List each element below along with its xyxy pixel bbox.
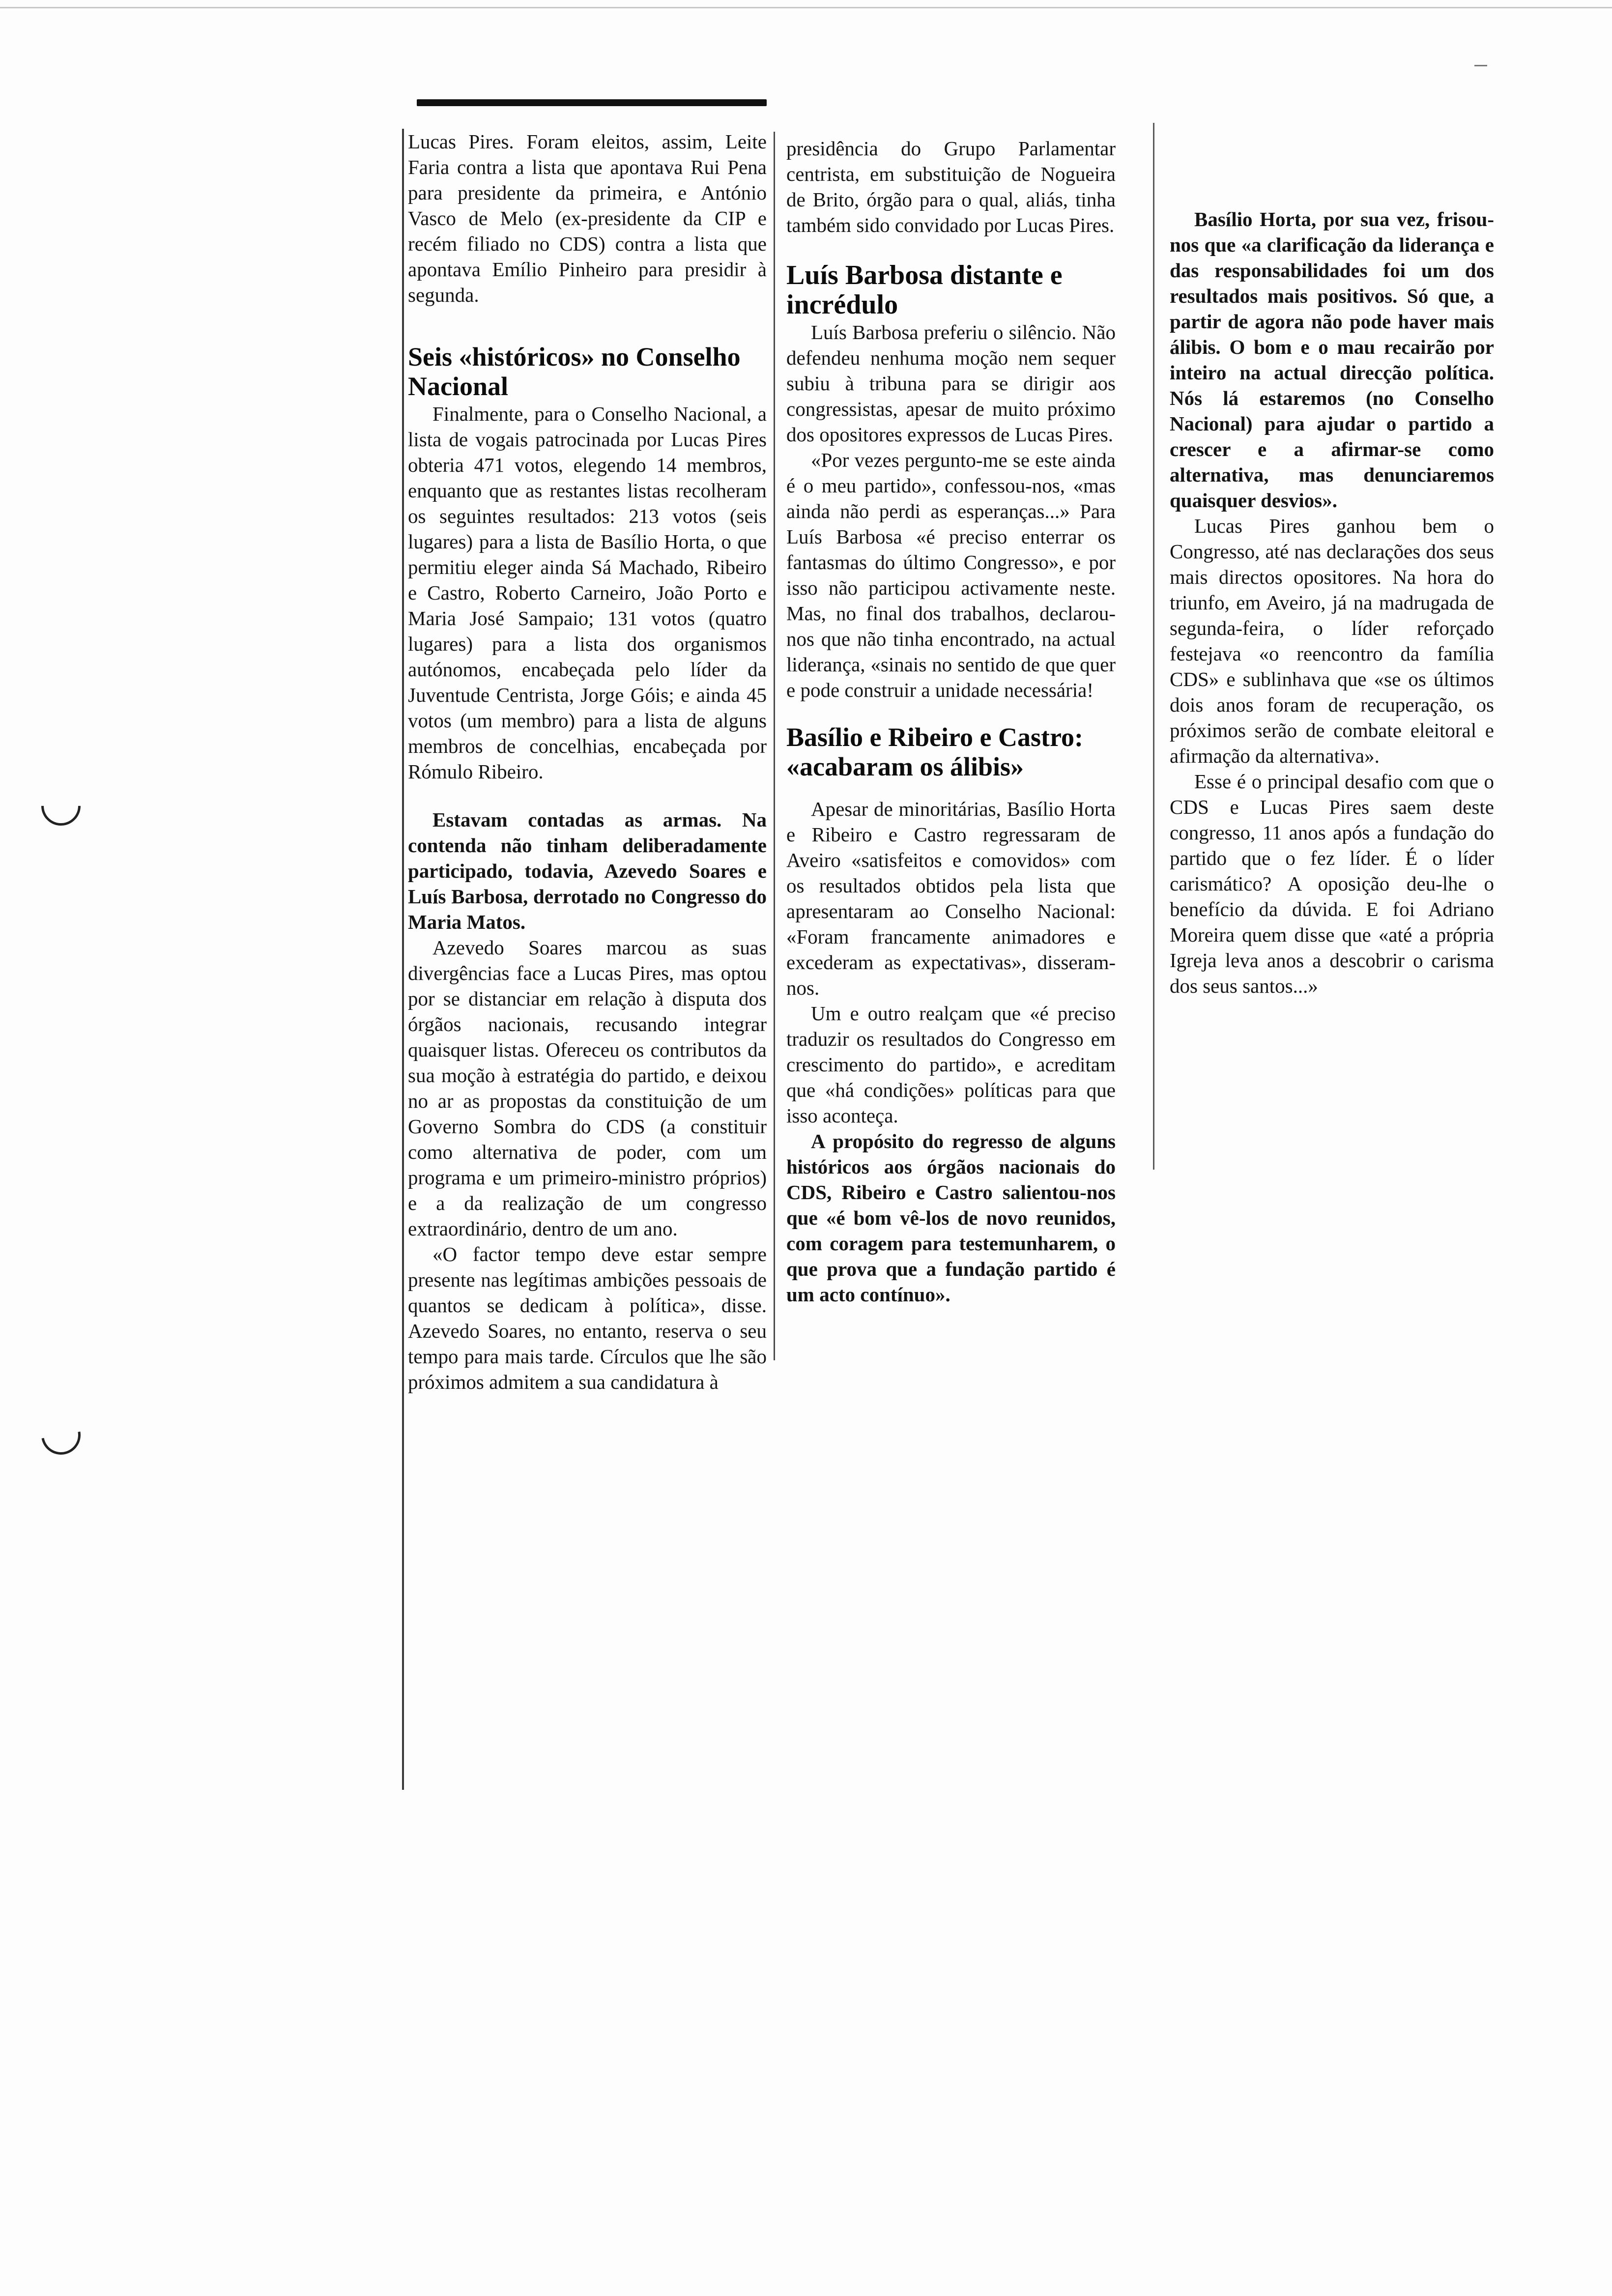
punch-hole-upper [33, 778, 88, 833]
column-divider [402, 129, 404, 1790]
subheading-basilio-ribeiro: Basílio e Ribeiro e Castro: «acabaram os álibis» [786, 722, 1083, 781]
paragraph-minoritarias: Apesar de minoritárias, Basílio Horta e Ribeiro e Castro regressaram de Aveiro «satisfeitos e comovidos» com os resultados obtidos pela lista que apresentaram ao Conselho Nacional: «Foram francamente animadores e excederam as expectativas», disseram-nos. [786, 798, 1116, 999]
paragraph-vezes: «Por vezes pergunto-me se este ainda é o meu partido», confessou-nos, «mas ainda não perdi as esperanças...» Para Luís Barbosa «é preciso enterrar os fantasmas do último Congresso», e por isso não participou activamente neste. Mas, no final dos trabalhos, declarou-nos que não tinha encontrado, na actual liderança, «sinais no sentido de que quer e pode construir a unidade necessária! [786, 449, 1116, 701]
paragraph-intro: Lucas Pires. Foram eleitos, assim, Leite Faria contra a lista que apontava Rui Pena para presidente da primeira, e António Vasco de Melo (ex-presidente da CIP e recém filiado no CDS) contra a lista que apontava Emílio Pinheiro para presidir à segunda. [408, 130, 767, 306]
column-divider [774, 132, 775, 1360]
article-column-1 [408, 129, 767, 1395]
paragraph-intro: presidência do Grupo Parlamentar centrista, em substituição de Nogueira de Brito, órgão para o qual, aliás, tinha também sido convidado por Lucas Pires. [786, 137, 1116, 236]
paragraph-proposito: A propósito do regresso de alguns históricos aos órgãos nacionais do CDS, Ribeiro e Castro salientou-nos que «é bom vê-los de novo reunidos, com coragem para testemunharem, o que prova que a fundação partido é um acto contínuo». [786, 1130, 1116, 1306]
paragraph-realcam: Um e outro realçam que «é preciso traduzir os resultados do Congresso em crescimento do partido», e acreditam que «há condições» políticas para que isso aconteça. [786, 1002, 1116, 1127]
scan-mark [1474, 65, 1487, 66]
paragraph-conselho: Finalmente, para o Conselho Nacional, a lista de vogais patrocinada por Lucas Pires obteria 471 votos, elegendo 14 membros, enquanto que as restantes listas recolheram os seguintes resultados: 213 votos (seis lugares) para a lista de Basílio Horta, o que permitiu eleger ainda Sá Machado, Ribeiro e Castro, Roberto Carneiro, João Porto e Maria José Sampaio; 131 votos (quatro lugares) para a lista dos organismos autónomos, encabeçada pelo líder da Juventude Centrista, Jorge Góis; e ainda 45 votos (um membro) para a lista de alguns membros de concelhias, encabeçada por Rómulo Ribeiro. [408, 402, 767, 783]
paragraph-factor: «O factor tempo deve estar sempre presente nas legítimas ambições pessoais de quantos se dedicam à política», disse. Azevedo Soares, no entanto, reserva o seu tempo para mais tarde. Círculos que lhe são próximos admitem a sua candidatura à [408, 1243, 767, 1393]
paragraph-azevedo: Azevedo Soares marcou as suas divergências face a Lucas Pires, mas optou por se distanciar em relação à disputa dos órgãos nacionais, recusando integrar quaisquer listas. Ofereceu os contributos da sua moção à estratégia do partido, e deixou no ar as propostas da constituição de um Governo Sombra do CDS (a constituir como alternativa de poder, com um programa e um primeiro-ministro próprios) e a da realização de um congresso extraordinário, dentro de um ano. [408, 936, 767, 1240]
subheading-seis-historicos: Seis «históricos» no Conselho Nacional [408, 342, 741, 401]
article-column-3 [1170, 206, 1494, 999]
column-divider [1153, 123, 1154, 1170]
subheading-luis-barbosa: Luís Barbosa distante e incrédulo [786, 260, 1063, 320]
paragraph-basilio: Basílio Horta, por sua vez, frisou-nos que «a clarificação da liderança e das responsabilidades foi um dos resultados mais positivos. Só que, a partir de agora não pode haver mais álibis. O bom e o mau recairão por inteiro na actual direcção política. Nós lá estaremos (no Conselho Nacional) para ajudar o partido a crescer e a afirmar-se como alternativa, mas denunciaremos quaisquer desvios». [1170, 208, 1494, 512]
paragraph-silencio: Luís Barbosa preferiu o silêncio. Não defendeu nenhuma moção nem sequer subiu à tribuna para se dirigir aos congressistas, apesar de muito próximo dos opositores expressos de Lucas Pires. [786, 321, 1116, 446]
column-top-rule [417, 99, 767, 106]
paragraph-ganhou: Lucas Pires ganhou bem o Congresso, até nas declarações dos seus mais directos opositores. Na hora do triunfo, em Aveiro, já na madrugada de segunda-feira, o líder reforçado festejava «o reencontro da família CDS» e sublinhava que «se os últimos dois anos foram de recuperação, os próximos serão de combate eleitoral e afirmação da alternativa». [1170, 515, 1494, 767]
scan-edge-line [0, 7, 1612, 8]
paragraph-desafio: Esse é o principal desafio com que o CDS e Lucas Pires saem deste congresso, 11 anos após a fundação do partido que o fez líder. É o líder carismático? A oposição deu-lhe o benefício da dúvida. E foi Adriano Moreira quem disse que «até a própria Igreja leva anos a descobrir o carisma dos seus santos...» [1170, 770, 1494, 997]
punch-hole-lower [33, 1407, 88, 1462]
paragraph-armas: Estavam contadas as armas. Na contenda não tinham deliberadamente participado, todavia, Azevedo Soares e Luís Barbosa, derrotado no Congresso do Maria Matos. [408, 808, 767, 933]
article-column-2 [786, 136, 1116, 1307]
